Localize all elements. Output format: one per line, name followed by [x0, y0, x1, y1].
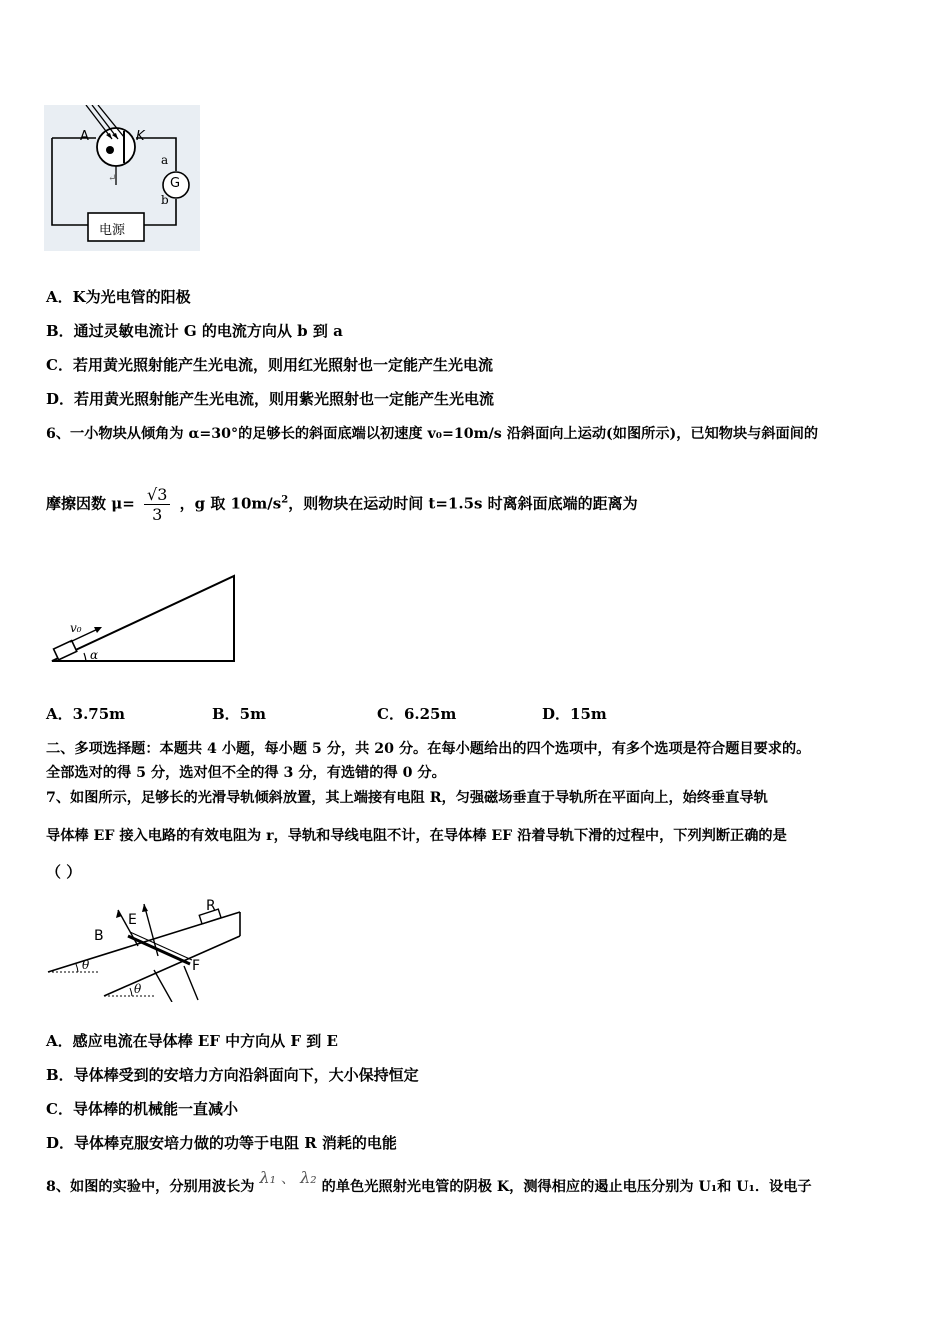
q8-prefix: 8、如图的实验中，分别用波长为: [46, 1179, 255, 1195]
figure-phototube-circuit: [44, 105, 200, 251]
q6-line2-mid: ，g 取 10m/s: [179, 494, 282, 513]
q8-sep: 、: [280, 1171, 296, 1187]
label-F: F: [192, 958, 201, 974]
q6-option-b: B．5m: [212, 705, 266, 723]
label-A: A: [80, 129, 89, 144]
q8-line: [46, 1168, 812, 1196]
lambda-2: λ₂: [300, 1168, 317, 1187]
q7-line2: 导体棒 EF 接入电路的有效电阻为 r，导轨和导线电阻不计，在导体棒 EF 沿着导轨下滑的过程中，下列判断正确的是: [46, 828, 787, 844]
section2-line1: 二、多项选择题：本题共 4 小题，每小题 5 分，共 20 分。在每小题给出的四个选项中，有多个选项是符合题目要求的。: [46, 741, 811, 757]
label-alpha: α: [90, 648, 99, 662]
q7-option-a: A．感应电流在导体棒 EF 中方向从 F 到 E: [46, 1032, 338, 1050]
q7-option-d: D．导体棒克服安培力做的功等于电阻 R 消耗的电能: [46, 1134, 397, 1152]
q6-option-d: D．15m: [542, 705, 607, 723]
label-b: b: [161, 193, 169, 207]
q8-suffix: 的单色光照射光电管的阴极 K，测得相应的遏止电压分别为 U₁和 U₁．设电子: [321, 1179, 812, 1195]
label-theta-2: θ: [134, 982, 142, 996]
label-power: 电源: [99, 223, 126, 238]
q6-line1: 6、一小物块从倾角为 α=30°的足够长的斜面底端以初速度 v₀=10m/s 沿斜面向上运动(如图所示)，已知物块与斜面间的: [46, 426, 819, 442]
lambda-1: λ₁: [259, 1168, 277, 1187]
q6-option-a: A．3.75m: [46, 705, 126, 723]
q6-line2-prefix: 摩擦因数 μ=: [46, 494, 135, 513]
figure-incline: [46, 568, 242, 668]
return-mark: ↵: [108, 173, 117, 184]
q6-line2-suffix: ，则物块在运动时间 t=1.5s 时离斜面底端的距离为: [288, 494, 638, 513]
label-B: B: [94, 928, 104, 944]
mu-fraction-denominator: 3: [152, 505, 163, 524]
q6-option-c: C．6.25m: [377, 705, 457, 723]
q7-option-c: C．导体棒的机械能一直减小: [46, 1100, 238, 1118]
label-G: G: [170, 176, 181, 191]
q6-exponent: 2: [281, 494, 289, 506]
q5-option-b: B．通过灵敏电流计 G 的电流方向从 b 到 a: [46, 322, 343, 340]
incline-diagram: [46, 568, 242, 668]
label-theta-1: θ: [82, 958, 90, 972]
rails-diagram: [46, 898, 246, 1002]
label-v0: v₀: [70, 621, 82, 635]
q5-option-c: C．若用黄光照射能产生光电流，则用红光照射也一定能产生光电流: [46, 356, 493, 374]
label-R: R: [206, 898, 216, 914]
label-E: E: [128, 912, 137, 928]
block: [54, 641, 77, 660]
section2-line2: 全部选对的得 5 分，选对但不全的得 3 分，有选错的得 0 分。: [46, 765, 446, 781]
q7-line3: （ ）: [46, 863, 82, 881]
q7-line1: 7、如图所示，足够长的光滑导轨倾斜放置，其上端接有电阻 R，匀强磁场垂直于导轨所在平面向上，始终垂直导轨: [46, 790, 768, 806]
label-a: a: [161, 153, 169, 167]
label-K: K: [136, 129, 145, 144]
mu-fraction-numerator: √3: [144, 485, 170, 505]
figure-rails: [46, 898, 246, 1002]
q6-line2: [46, 485, 638, 524]
q7-option-b: B．导体棒受到的安培力方向沿斜面向下，大小保持恒定: [46, 1066, 419, 1084]
mu-fraction: [144, 485, 170, 524]
q5-option-d: D．若用黄光照射能产生光电流，则用紫光照射也一定能产生光电流: [46, 390, 495, 408]
q5-option-a: A．K为光电管的阳极: [46, 288, 191, 306]
